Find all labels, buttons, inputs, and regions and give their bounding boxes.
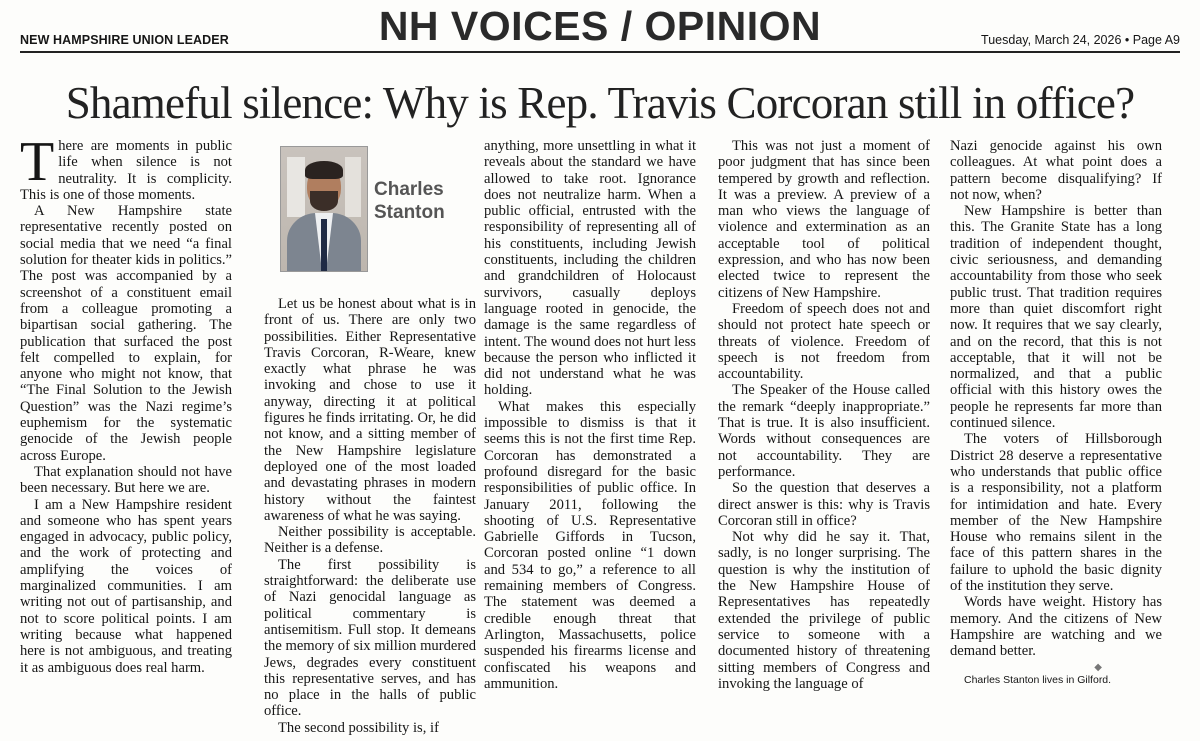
paragraph: Words have weight. History has memory. And the citizens of New Hampshire are watching and we demand better. <box>950 594 1162 660</box>
headline: Shameful silence: Why is Rep. Travis Corcoran still in office? <box>65 78 1135 128</box>
paragraph: I am a New Hampshire resident and someone who has spent years engaged in advocacy, public policy, and the work of protecting and amplifying the voices of marginalized communities. I am writing not out of partisanship, and not to score political points. I am writing because what happened here is not ambiguous, and treating it as ambiguous does real harm. <box>20 496 232 676</box>
paragraph: The second possibility is, if <box>278 719 439 736</box>
column-4 <box>718 138 930 738</box>
paper-name: NEW HAMPSHIRE UNION LEADER <box>20 33 229 47</box>
paragraph: The first possibility is straightforward: the deliberate use of Nazi genocidal language as political commentary is antisemitism. Full stop. It demeans the memory of six million murdered Jews, degrades every constituent this representative serves, and has no place in the halls of public office. <box>264 556 476 720</box>
masthead <box>20 0 1180 50</box>
paragraph: Not why did he say it. That, sadly, is no longer surprising. The question is why the institution of the New Hampshire House of Representatives has repeatedly extended the privilege of public service to someone with a documented history of threatening sitting members of Congress and invoking the language of <box>718 529 930 692</box>
paragraph: New Hampshire is better than this. The Granite State has a long tradition of independent thought, civic seriousness, and demanding accountability from those who seek public trust. That tradition requires more than quiet discomfort right now. It requires that we say clearly, and on the record, that this is not acceptable, that it will not be normalized, and that a public official with this history owes the people he represents far more than continued silence. <box>950 203 1162 432</box>
paragraph: Nazi genocide against his own colleagues. At what point does a pattern become disqualifying? If not now, when? <box>950 138 1162 203</box>
author-name: Charles Stanton <box>374 179 445 223</box>
author-box <box>264 138 476 296</box>
paragraph: Let us be honest about what is in front of us. There are only two possibilities. Either Representative Travis Corcoran, R-Weare, knew exactly what phrase he was invoking and chose to use it anyway, directing it at political figures he finds irritating. Or, he did not know, and a sitting member of the New Hampshire legislature deployed one of the most loaded and devastating phrases in modern history without the faintest awareness of what he was saying. <box>264 296 476 524</box>
paragraph: So the question that deserves a direct answer is this: why is Travis Corcoran still in office? <box>718 480 930 529</box>
column-2 <box>264 138 476 738</box>
paragraph: That explanation should not have been necessary. But here we are. <box>20 463 232 497</box>
column-3 <box>484 138 696 738</box>
end-mark-icon: ◆ <box>1094 661 1102 673</box>
paragraph: This was not just a moment of poor judgment that has since been tempered by growth and reflection. It was a preview. A preview of a man who views the language of violence and extermination as an acceptable tool of political expression, and who has now been elected twice to represent the citizens of New Hampshire. <box>718 138 930 301</box>
paragraph: A New Hampshire state representative recently posted on social media that we need “a final solution for theater kids in politics.” The post was accompanied by a screenshot of a constituent email from a colleague promoting a bipartisan social gathering. The publication that surfaced the post felt compelled to explain, for anyone who might not know, that “The Final Solution to the Jewish Question” was the Nazi regime’s euphemism for the systematic genocide of the Jewish people across Europe. <box>20 203 232 464</box>
paragraph: The Speaker of the House called the remark “deeply inappropriate.” That is true. It is also insufficient. Words without consequences are not accountability. They are performance. <box>718 382 930 480</box>
column-5 <box>950 138 1162 738</box>
paragraph: Freedom of speech does not and should not protect hate speech or threats of violence. Freedom of speech is not freedom from accountability. <box>718 300 930 383</box>
drop-cap: T <box>20 138 55 193</box>
paragraph: Neither possibility is acceptable. Neither is a defense. <box>264 524 476 557</box>
section-title: NH VOICES / OPINION <box>378 3 822 49</box>
paragraph: There are moments in public life when silence is not neutrality. It is complicity. This is one of those moments. <box>20 138 232 203</box>
paragraph: What makes this especially impossible to dismiss is that it seems this is not the first time Rep. Corcoran has demonstrated a profound disregard for the basic responsibilities of public office. In January 2011, following the shooting of U.S. Representative Gabrielle Giffords in Tucson, Corcoran posted online “1 down and 534 to go,” a reference to all remaining members of Congress. The statement was deemed a credible enough threat that Arlington, Massachusetts, police suspended his firearms license and confiscated his weapons and ammunition. <box>484 398 696 692</box>
column-1 <box>20 138 232 738</box>
author-bio: Charles Stanton lives in Gilford. <box>964 673 1112 686</box>
paragraph: The voters of Hillsborough District 28 deserve a representative who understands that public office is a responsibility, not a platform for intimidation and hate. Every member of the New Hampshire House who remains silent in the face of this pattern shares in the failure to uphold the basic dignity of the institution they serve. <box>950 431 1162 595</box>
masthead-rule <box>20 51 1180 53</box>
paragraph: anything, more unsettling in what it reveals about the standard we have allowed to take root. Ignorance does not neutralize harm. When a public official, entrusted with the responsibility of representing all of his constituents, including Jewish constituents, including the children and grandchildren of Holocaust survivors, casually deploys language rooted in genocide, the damage is the same regardless of intent. The wound does not hurt less because the person who inflicted it did not understand what he was holding. <box>484 138 696 399</box>
dateline: Tuesday, March 24, 2026 • Page A9 <box>981 33 1180 47</box>
author-photo <box>280 146 368 272</box>
